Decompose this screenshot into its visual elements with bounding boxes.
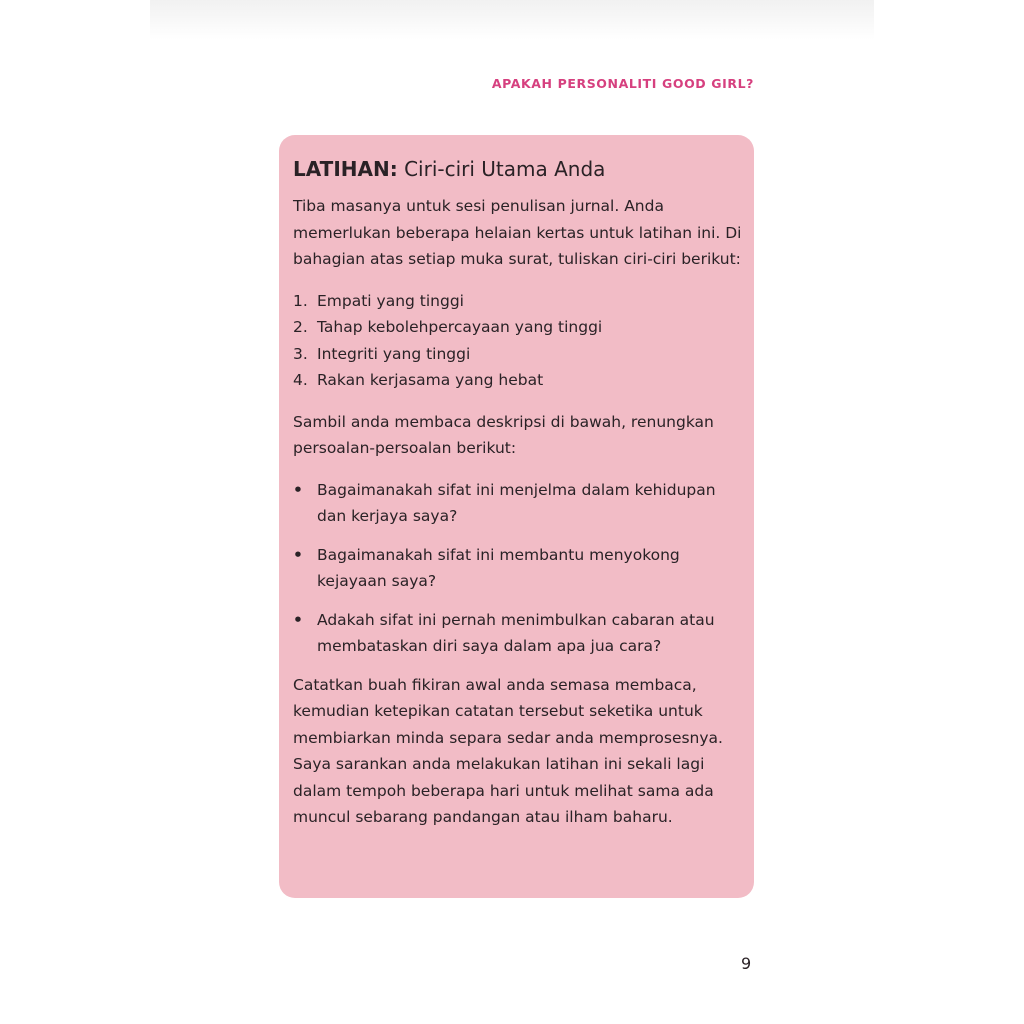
running-header: APAKAH PERSONALITI GOOD GIRL? (491, 76, 754, 91)
list-number: 2. (293, 318, 308, 336)
list-item (293, 288, 742, 315)
intro-paragraph: Tiba masanya untuk sesi penulisan jurnal. Anda memerlukan beberapa helaian kertas untuk latihan ini. Di bahagian atas setiap muka surat, tuliskan ciri-ciri berikut: (293, 197, 742, 268)
exercise-title (293, 155, 742, 183)
list-item-text: Rakan kerjasama yang hebat (317, 371, 544, 389)
questions-list (293, 477, 742, 660)
prompt-paragraph: Sambil anda membaca deskripsi di bawah, renungkan persoalan-persoalan berikut: (293, 412, 714, 457)
bullet-icon: • (293, 545, 303, 564)
list-item-text: Tahap kebolehpercayaan yang tinggi (317, 318, 603, 336)
list-item-text: Integriti yang tinggi (317, 344, 471, 363)
list-item (293, 341, 742, 368)
list-number: 4. (293, 371, 308, 389)
closing-paragraph: Catatkan buah fikiran awal anda semasa membaca, kemudian ketepikan catatan tersebut seketika untuk membiarkan minda separa sedar anda memprosesnya. Saya sarankan anda melakukan latihan ini sekali lagi dalam tempoh beberapa hari untuk melihat sama ada muncul sebarang pandangan atau ilham baharu. (293, 675, 723, 826)
list-item-text: Adakah sifat ini pernah menimbulkan cabaran atau membataskan diri saya dalam apa jua cara? (317, 610, 715, 655)
exercise-title-text: Ciri-ciri Utama Anda (397, 157, 606, 181)
list-number: 1. (293, 291, 308, 310)
list-item (293, 367, 742, 394)
traits-list (293, 288, 742, 394)
bullet-icon: • (293, 610, 303, 629)
list-item (293, 542, 742, 595)
exercise-title-label: LATIHAN: (293, 157, 398, 181)
list-item (293, 477, 742, 530)
list-item (293, 607, 742, 660)
list-item-text: Bagaimanakah sifat ini membantu menyokong kejayaan saya? (317, 545, 680, 590)
page-number: 9 (741, 954, 752, 973)
bullet-icon: • (293, 480, 303, 499)
list-item (293, 314, 742, 341)
page-edge-shadow (150, 0, 874, 40)
list-number: 3. (293, 344, 308, 363)
exercise-box (279, 135, 754, 898)
list-item-text: Bagaimanakah sifat ini menjelma dalam kehidupan dan kerjaya saya? (317, 480, 716, 525)
list-item-text: Empati yang tinggi (317, 291, 464, 310)
